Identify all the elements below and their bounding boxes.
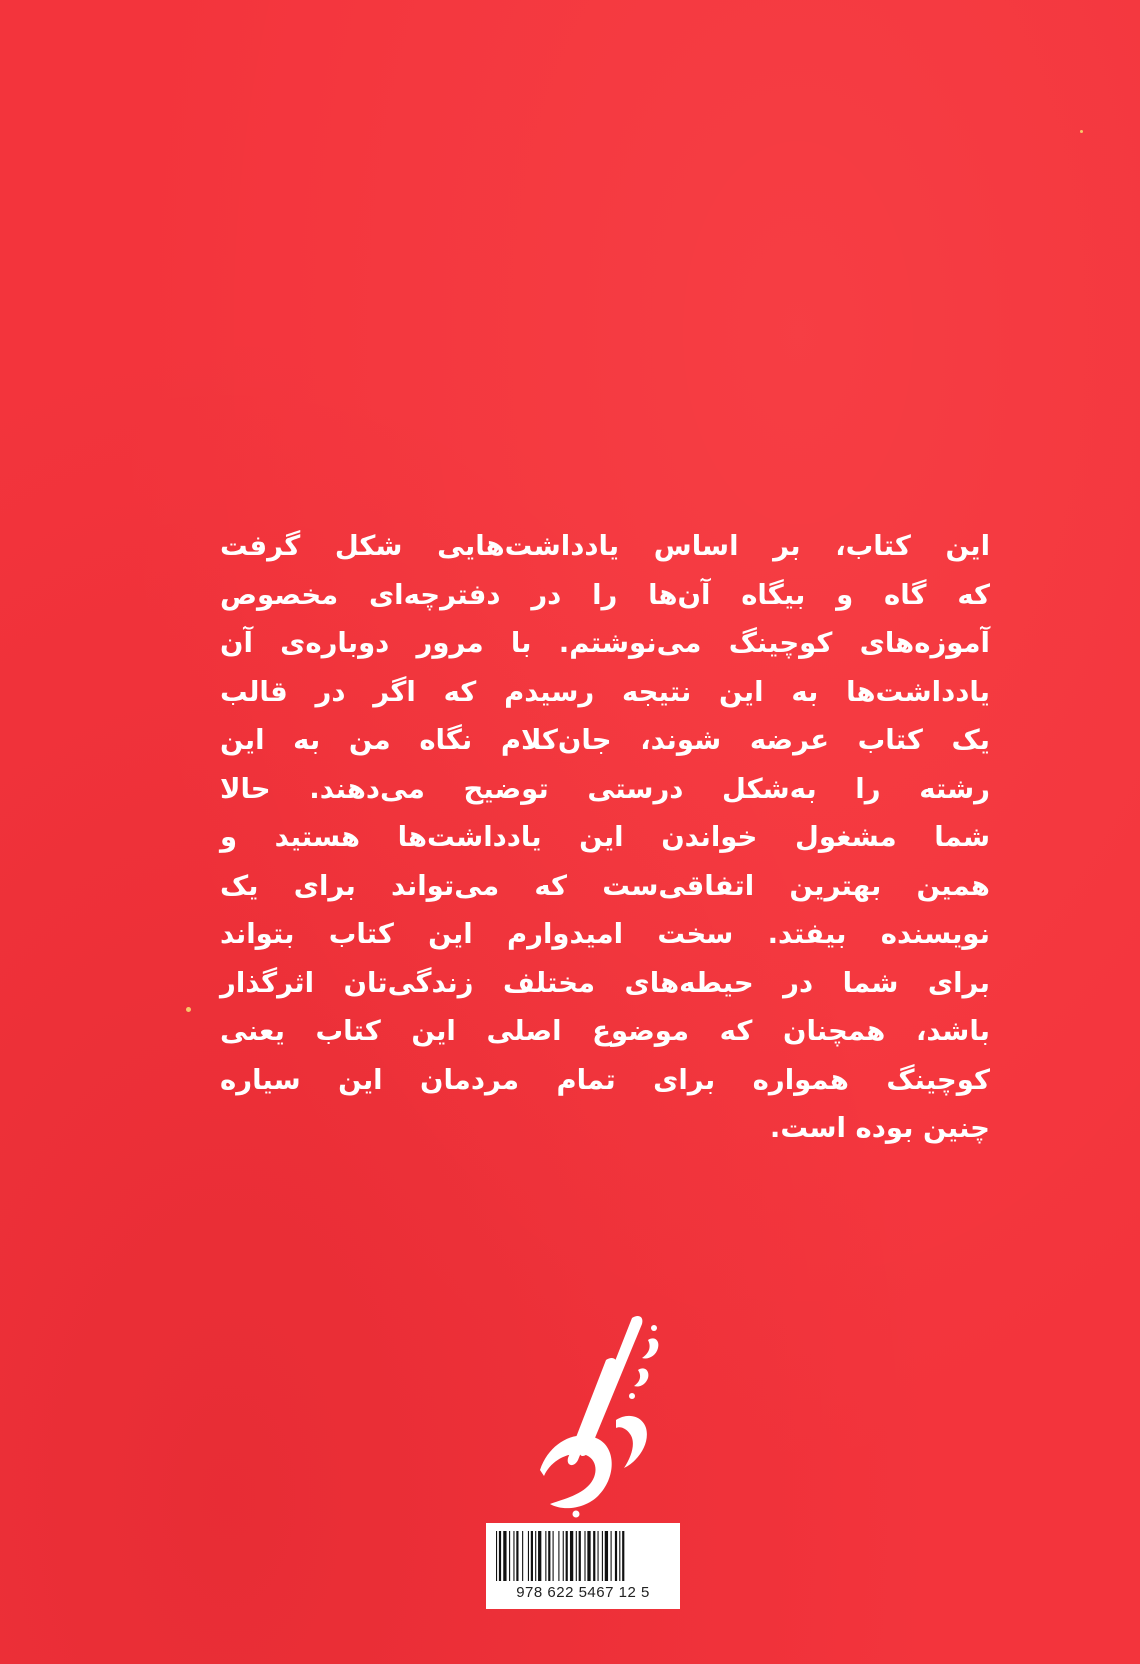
barcode-bar (553, 1531, 554, 1581)
barcode-bar (584, 1531, 585, 1581)
blurb-line: کوچینگ همواره برای تمام مردمان این سیاره (220, 1063, 990, 1096)
barcode-bar (563, 1531, 564, 1581)
barcode-bar (496, 1531, 497, 1581)
barcode-bar (503, 1531, 506, 1581)
barcode-bar (522, 1531, 523, 1581)
decorative-speck (1080, 130, 1083, 133)
barcode-bar (548, 1531, 550, 1581)
blurb-line: یک کتاب عرضه شوند، جان‌کلام نگاه من به این (220, 724, 990, 756)
blurb-line: شما مشغول خواندن این یادداشت‌ها هستید و (220, 821, 990, 853)
barcode-bar (611, 1531, 612, 1581)
barcode-bar (535, 1531, 536, 1581)
barcode-bar (499, 1531, 501, 1581)
barcode-bar (528, 1531, 529, 1581)
barcode-bar (576, 1531, 577, 1581)
blurb-line: آموزه‌های کوچینگ می‌نوشتم. با مرور دوباره‌ی آن (220, 627, 990, 659)
barcode-bar (566, 1531, 568, 1581)
publisher-logo (520, 1300, 670, 1520)
barcode-bar (513, 1531, 514, 1581)
barcode-bar (509, 1531, 510, 1581)
barcode-bar (602, 1531, 603, 1581)
blurb-line: همین بهترین اتفاقی‌ست که می‌تواند برای یک (220, 869, 990, 902)
barcode-bar (615, 1531, 617, 1581)
barcode-bar (545, 1531, 546, 1581)
barcode-bar (558, 1531, 559, 1581)
barcode-bar (593, 1531, 595, 1581)
blurb-line: چنین بوده است. (769, 1112, 990, 1144)
blurb-line: که گاه و بیگاه آن‌ها را در دفترچه‌ای مخصوص (220, 578, 990, 611)
blurb-line: این کتاب، بر اساس یادداشت‌هایی شکل گرفت (220, 530, 990, 562)
barcode-bar (605, 1531, 608, 1581)
blurb-line: رشته را به‌شکل درستی توضیح می‌دهند. حالا (220, 772, 990, 805)
barcode-bar (622, 1531, 624, 1581)
decorative-speck (186, 1007, 191, 1012)
isbn-barcode (486, 1523, 680, 1609)
blurb-line: نویسنده بیفتد. سخت امیدوارم این کتاب بتواند (220, 918, 990, 950)
isbn-number: 978 622 5467 12 5 (516, 1584, 650, 1601)
barcode-bar (538, 1531, 541, 1581)
barcode-bar (531, 1531, 533, 1581)
barcode-bar (619, 1531, 620, 1581)
barcode-bar (579, 1531, 581, 1581)
blurb-line: برای شما در حیطه‌های مختلف زندگی‌تان اثرگذار (220, 966, 990, 999)
barcode-bar (587, 1531, 590, 1581)
barcode-bar (598, 1531, 599, 1581)
blurb-line: باشد، همچنان که موضوع اصلی این کتاب یعنی (220, 1015, 990, 1047)
blurb-line: یادداشت‌ها به این نتیجه رسیدم که اگر در قالب (220, 675, 990, 708)
blurb-text (220, 522, 990, 1153)
barcode-bar (516, 1531, 518, 1581)
barcode-bar (570, 1531, 573, 1581)
barcode-bars (496, 1531, 670, 1581)
